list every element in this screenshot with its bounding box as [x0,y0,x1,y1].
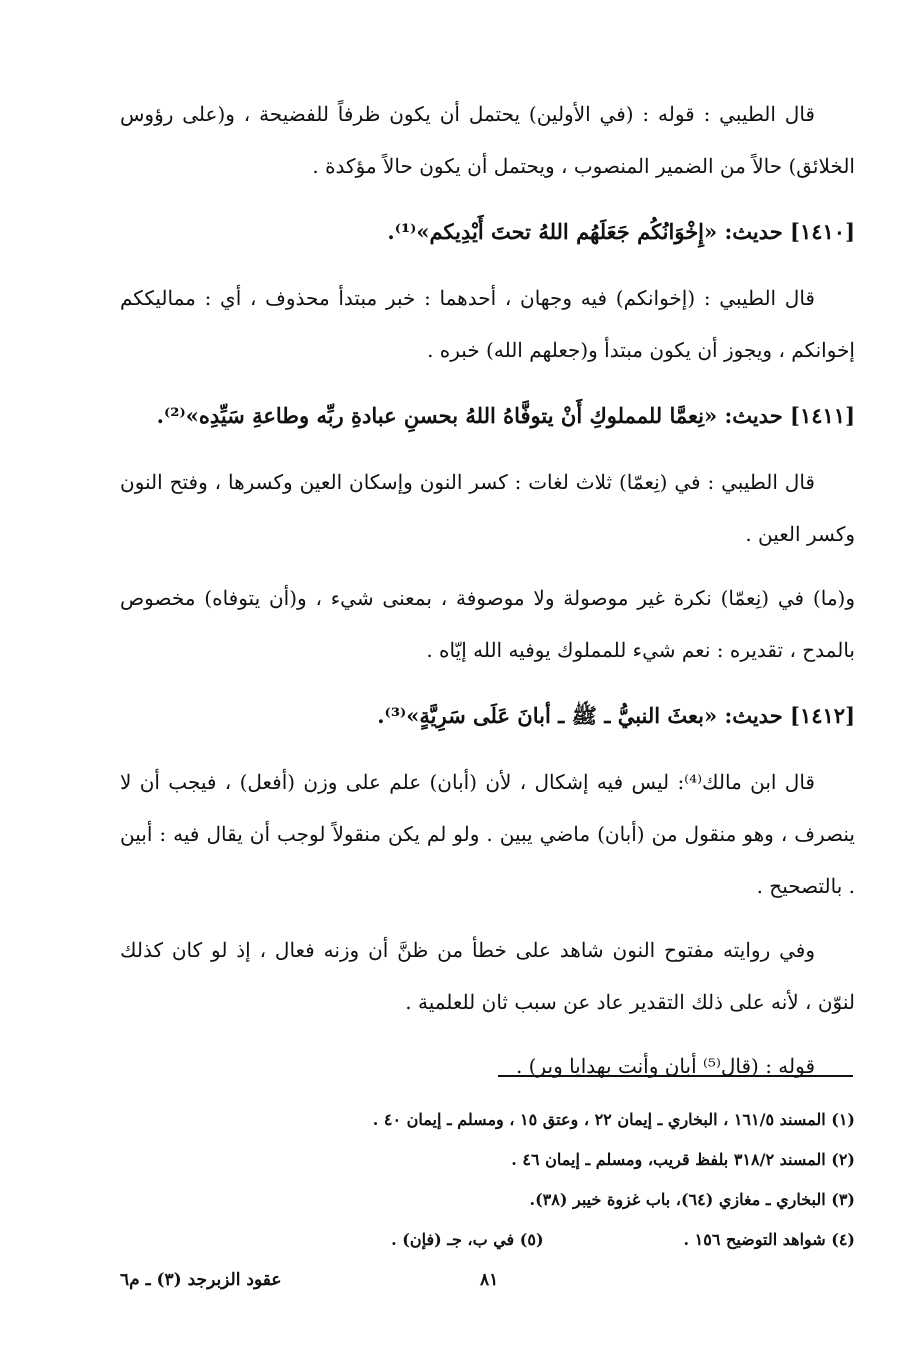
footnote: (٣) البخاري ـ مغازي (٦٤)، باب غزوة خيبر (٣٨). [529,1190,855,1209]
footnote: (٥) في ب، جـ (فإن) . [391,1230,544,1249]
footnote-row [120,1220,855,1260]
paragraph: قال الطيبي : في (نِعمّا) ثلاث لغات : كسر النون وإسكان العين وكسرها ، وفتح النون وكسر العين . [120,470,855,546]
hadith-heading: [١٤١١] حديث: «نِعمَّا للمملوكِ أَنْ يتوفَّاهُ اللهُ بحسنِ عبادةِ ربِّه وطاعةِ سَيِّدِه»⁽²⁾. [156,403,855,428]
footnotes [120,1100,855,1260]
hadith-heading: [١٤١٢] حديث: «بعثَ النبيُّ ـ ﷺ ـ أبانَ عَلَى سَرِيَّةٍ»⁽³⁾. [377,703,855,728]
paragraph: وفي روايته مفتوح النون شاهد على خطأ من ظنَّ أن وزنه فعال ، إذ لو كان كذلك لنوّن ، لأنه على ذلك التقدير عاد عن سبب ثان للعلمية . [120,938,855,1014]
book-signature: عقود الزبرجد (٣) ـ م٦ [120,1270,282,1290]
paragraph: و(ما) في (نِعمّا) نكرة غير موصولة ولا موصوفة ، بمعنى شيء ، و(أن يتوفاه) مخصوص بالمدح ، تقديره : نعم شيء للمملوك يوفيه الله إيّاه . [120,586,855,662]
footnote: (٢) المسند ٣١٨/٢ بلفظ قريب، ومسلم ـ إيمان ٤٦ . [511,1150,855,1169]
paragraph: قال الطيبي : قوله : (في الأولين) يحتمل أن يكون ظرفاً للفضيحة ، و(على رؤوس الخلائق) حالاً من الضمير المنصوب ، ويحتمل أن يكون حالاً مؤكدة . [120,102,855,178]
paragraph: قال ابن مالك⁽⁴⁾: ليس فيه إشكال ، لأن (أبان) علم على وزن (أفعل) ، فيجب أن لا ينصرف ، وهو منقول من (أبان) ماضي يبين . ولو لم يكن منقولاً لوجب أن يقال فيه : أبين . بالتصحيح . [120,770,855,898]
page-number: ٨١ [480,1270,499,1290]
footnote-divider [498,1075,853,1077]
paragraph: قوله : (قال⁽⁵⁾ أبان وأنت بهدايا وبر) . [515,1054,815,1078]
hadith-heading: [١٤١٠] حديث: «إِخْوَانُكُم جَعَلَهُم اللهُ تحتَ أَيْدِيكم»⁽¹⁾. [387,219,855,244]
paragraph: قال الطيبي : (إخوانكم) فيه وجهان ، أحدهما : خبر مبتدأ محذوف ، أي : مماليككم إخوانكم ، ويجوز أن يكون مبتدأ و(جعلهم الله) خبره . [120,286,855,362]
main-text [120,88,855,1092]
footnote: (٤) شواهد التوضيح ١٥٦ . [683,1230,855,1249]
footnote: (١) المسند ١٦١/٥ ، البخاري ـ إيمان ٢٢ ، وعتق ١٥ ، ومسلم ـ إيمان ٤٠ . [372,1110,855,1129]
